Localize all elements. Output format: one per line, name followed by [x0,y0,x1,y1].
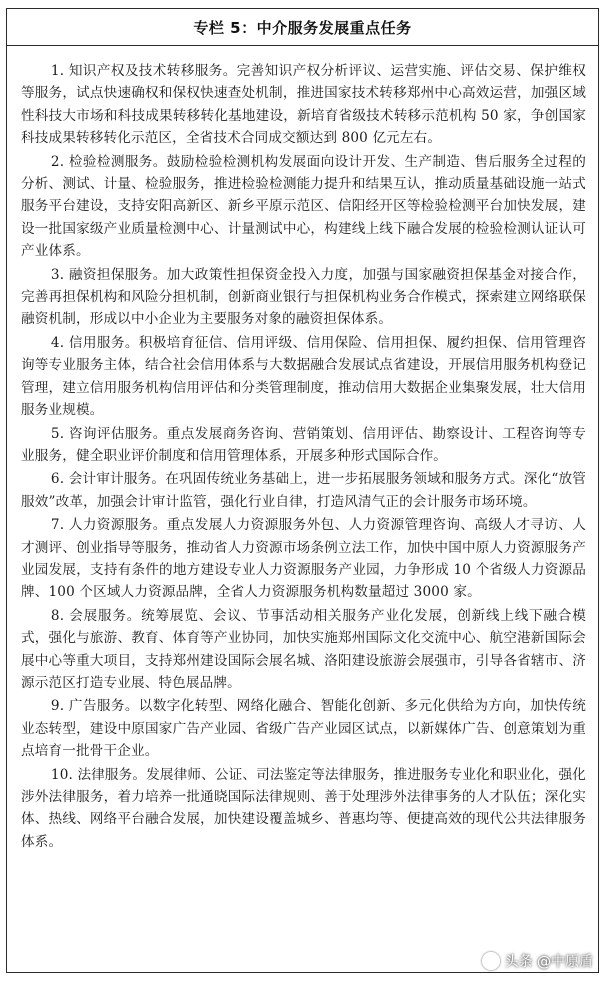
paragraph-item-10: 10. 法律服务。发展律师、公证、司法鉴定等法律服务，推进服务专业化和职业化，强化涉外法律服务，着力培养一批通晓国际法律规则、善于处理涉外法律事务的人才队伍；深化实体、热线、网络平台融合发展，加快建设覆盖城乡、普惠均等、便捷高效的现代公共法律服务体系。 [21,766,586,850]
column-title: 专栏 5：中介服务发展重点任务 [193,18,412,37]
paragraph-item-9: 9. 广告服务。以数字化转型、网络化融合、智能化创新、多元化供给为方向，加快传统业态转型，建设中原国家广告产业园、省级广告产业园区试点，以新媒体广告、创意策划为重点培育一批骨干企业。 [21,698,586,760]
title-bar [7,9,598,46]
toutiao-logo-icon [482,952,500,970]
paragraph-item-2: 2. 检验检测服务。鼓励检验检测机构发展面向设计开发、生产制造、售后服务全过程的分析、测试、计量、检验服务，推进检验检测能力提升和结果互认，推动质量基础设施一站式服务平台建设，支持安阳高新区、新乡平原示范区、信阳经开区等检验检测平台加快发展，建设一批国家级产业质量检测中心、计量测试中心，构建线上线下融合发展的检验检测认证认可产业体系。 [21,153,586,260]
paragraph-item-3: 3. 融资担保服务。加大政策性担保资金投入力度，加强与国家融资担保基金对接合作，完善再担保机构和风险分担机制，创新商业银行与担保机构业务合作模式，探索建立网络联保融资机制，形成以中小企业为主要服务对象的融资担保体系。 [21,266,586,328]
paragraph-item-1: 1. 知识产权及技术转移服务。完善知识产权分析评议、运营实施、评估交易、保护维权等服务，试点快速确权和保权快速查处机制，推进国家技术转移郑州中心高效运营，加强区域性科技大市场和科技成果转移转化基地建设，新培育省级技术转移示范机构 50 家，争创国家科技成果转移转化示范区，全省技术合同成交额达到 800 亿元左右。 [21,63,586,147]
watermark [482,951,593,971]
paragraph-item-6: 6. 会计审计服务。在巩固传统业务基础上，进一步拓展服务领域和服务方式。深化“放管服效”改革，加强会计审计监管，强化行业自律，打造风清气正的会计服务市场环境。 [21,471,586,510]
paragraph-item-5: 5. 咨询评估服务。重点发展商务咨询、营销策划、信用评估、勘察设计、工程咨询等专业服务，健全职业评价制度和信用管理体系，开展多种形式国际合作。 [21,425,586,464]
content-body [7,46,598,853]
paragraph-item-4: 4. 信用服务。积极培育征信、信用评级、信用保险、信用担保、履约担保、信用管理咨询等专业服务主体，结合社会信用体系与大数据融合发展试点省建设，开展信用服务机构登记管理，建立信用服务机构信用评估和分类管理制度，推动信用大数据企业集聚发展，壮大信用服务业规模。 [21,334,586,419]
paragraph-item-7: 7. 人力资源服务。重点发展人力资源服务外包、人力资源管理咨询、高级人才寻访、人才测评、创业指导等服务，推动省人力资源市场条例立法工作，加快中国中原人力资源服务产业园发展，支持有条件的地方建设专业人力资源服务产业园，力争形成 10 个省级人力资源品牌、100 个区域人力资源品牌，全省人力资源服务机构数量超过 3000 家。 [21,517,586,601]
column-box [6,8,599,973]
paragraph-item-8: 8. 会展服务。统筹展览、会议、节事活动相关服务产业化发展，创新线上线下融合模式，强化与旅游、教育、体育等产业协同，加快实施郑州国际文化交流中心、航空港新国际会展中心等重大项目，支持郑州建设国际会展名城、洛阳建设旅游会展强市，引导各省辖市、济源示范区打造专业展、特色展品牌。 [21,607,586,691]
watermark-text: 头条 @中原盾 [504,954,593,970]
